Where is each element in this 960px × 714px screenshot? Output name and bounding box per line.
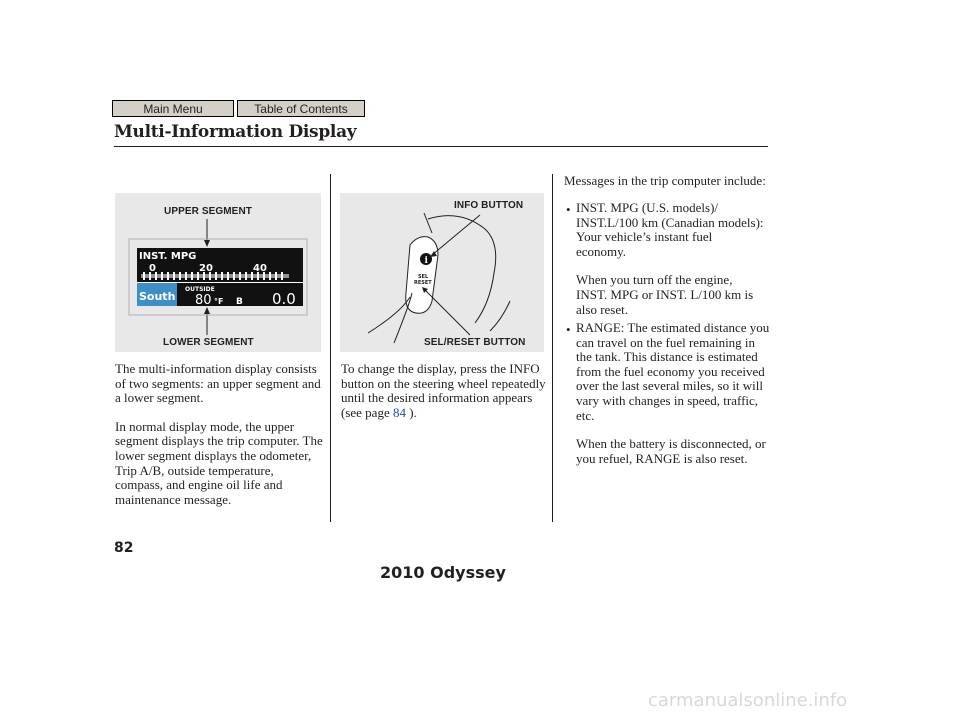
col1-text bbox=[115, 362, 325, 507]
page-number: 82 bbox=[114, 540, 134, 556]
col2-text bbox=[341, 362, 547, 420]
col1-paragraph-2: In normal display mode, the upper segment displays the trip computer. The lower segment displays the odometer, Trip A/B, outside temperature, compass, and engine oil life and maintenance message. bbox=[115, 418, 323, 507]
page-title: Multi-Information Display bbox=[114, 122, 357, 142]
sel-reset-button-label: SEL/RESET BUTTON bbox=[424, 337, 526, 348]
col1-paragraph-1: The multi-information display consists of two segments: an upper segment and a lower segment. bbox=[115, 361, 321, 406]
sel-reset-button-text: SEL RESET bbox=[414, 274, 432, 286]
display-compass: South bbox=[139, 290, 176, 303]
col2-paragraph-1: To change the display, press the INFO button on the steering wheel repeatedly until the desired information appears (see page 84 ). bbox=[341, 361, 546, 420]
display-scale-40: 40 bbox=[253, 263, 267, 274]
display-scale-0: 0 bbox=[149, 263, 156, 274]
title-rule bbox=[114, 146, 768, 147]
display-unit: °F bbox=[214, 297, 224, 306]
bullet-2-text: RANGE: The estimated distance you can travel on the fuel remaining in the tank. This distance is estimated from the fuel economy you received over the last several miles, so it will vary with changes in speed, traffic, etc. bbox=[576, 320, 770, 423]
col3-intro: Messages in the trip computer include: bbox=[564, 173, 766, 188]
upper-segment-label: UPPER SEGMENT bbox=[164, 206, 252, 217]
model-name: 2010 Odyssey bbox=[380, 563, 506, 582]
col3-bullet-2 bbox=[576, 321, 772, 466]
display-illustration bbox=[115, 193, 321, 352]
bullet-2-note: When the battery is disconnected, or you refuel, RANGE is also reset. bbox=[576, 436, 766, 466]
display-trip: B bbox=[236, 297, 243, 307]
display-temperature: 80 bbox=[195, 293, 212, 308]
main-menu-button[interactable]: Main Menu bbox=[112, 100, 234, 117]
bullet-2: • bbox=[566, 322, 571, 337]
steering-wheel-figure bbox=[340, 193, 544, 352]
bullet-1-note: When you turn off the engine, INST. MPG or INST. L/100 km is also reset. bbox=[576, 272, 754, 317]
display-figure bbox=[115, 193, 321, 352]
info-button-label: INFO BUTTON bbox=[454, 200, 524, 211]
bullet-1: • bbox=[566, 202, 571, 217]
display-value: 0.0 bbox=[272, 290, 296, 308]
column-divider-1 bbox=[330, 174, 331, 522]
watermark: carmanualsonline.info bbox=[648, 690, 848, 711]
steering-wheel-illustration bbox=[340, 193, 544, 352]
display-outside: OUTSIDE bbox=[185, 286, 215, 293]
bullet-1-text: INST. MPG (U.S. models)/ INST.L/100 km (Canadian models): Your vehicle’s instant fuel economy. bbox=[576, 200, 764, 259]
display-mode: INST. MPG bbox=[139, 251, 197, 262]
svg-text:i: i bbox=[424, 256, 428, 266]
page-84-link[interactable]: 84 bbox=[392, 404, 406, 420]
col3-bullet-1 bbox=[576, 201, 764, 317]
table-of-contents-button[interactable]: Table of Contents bbox=[237, 100, 365, 117]
lower-segment-label: LOWER SEGMENT bbox=[163, 337, 254, 348]
display-scale-20: 20 bbox=[199, 263, 213, 274]
column-divider-2 bbox=[552, 174, 553, 522]
